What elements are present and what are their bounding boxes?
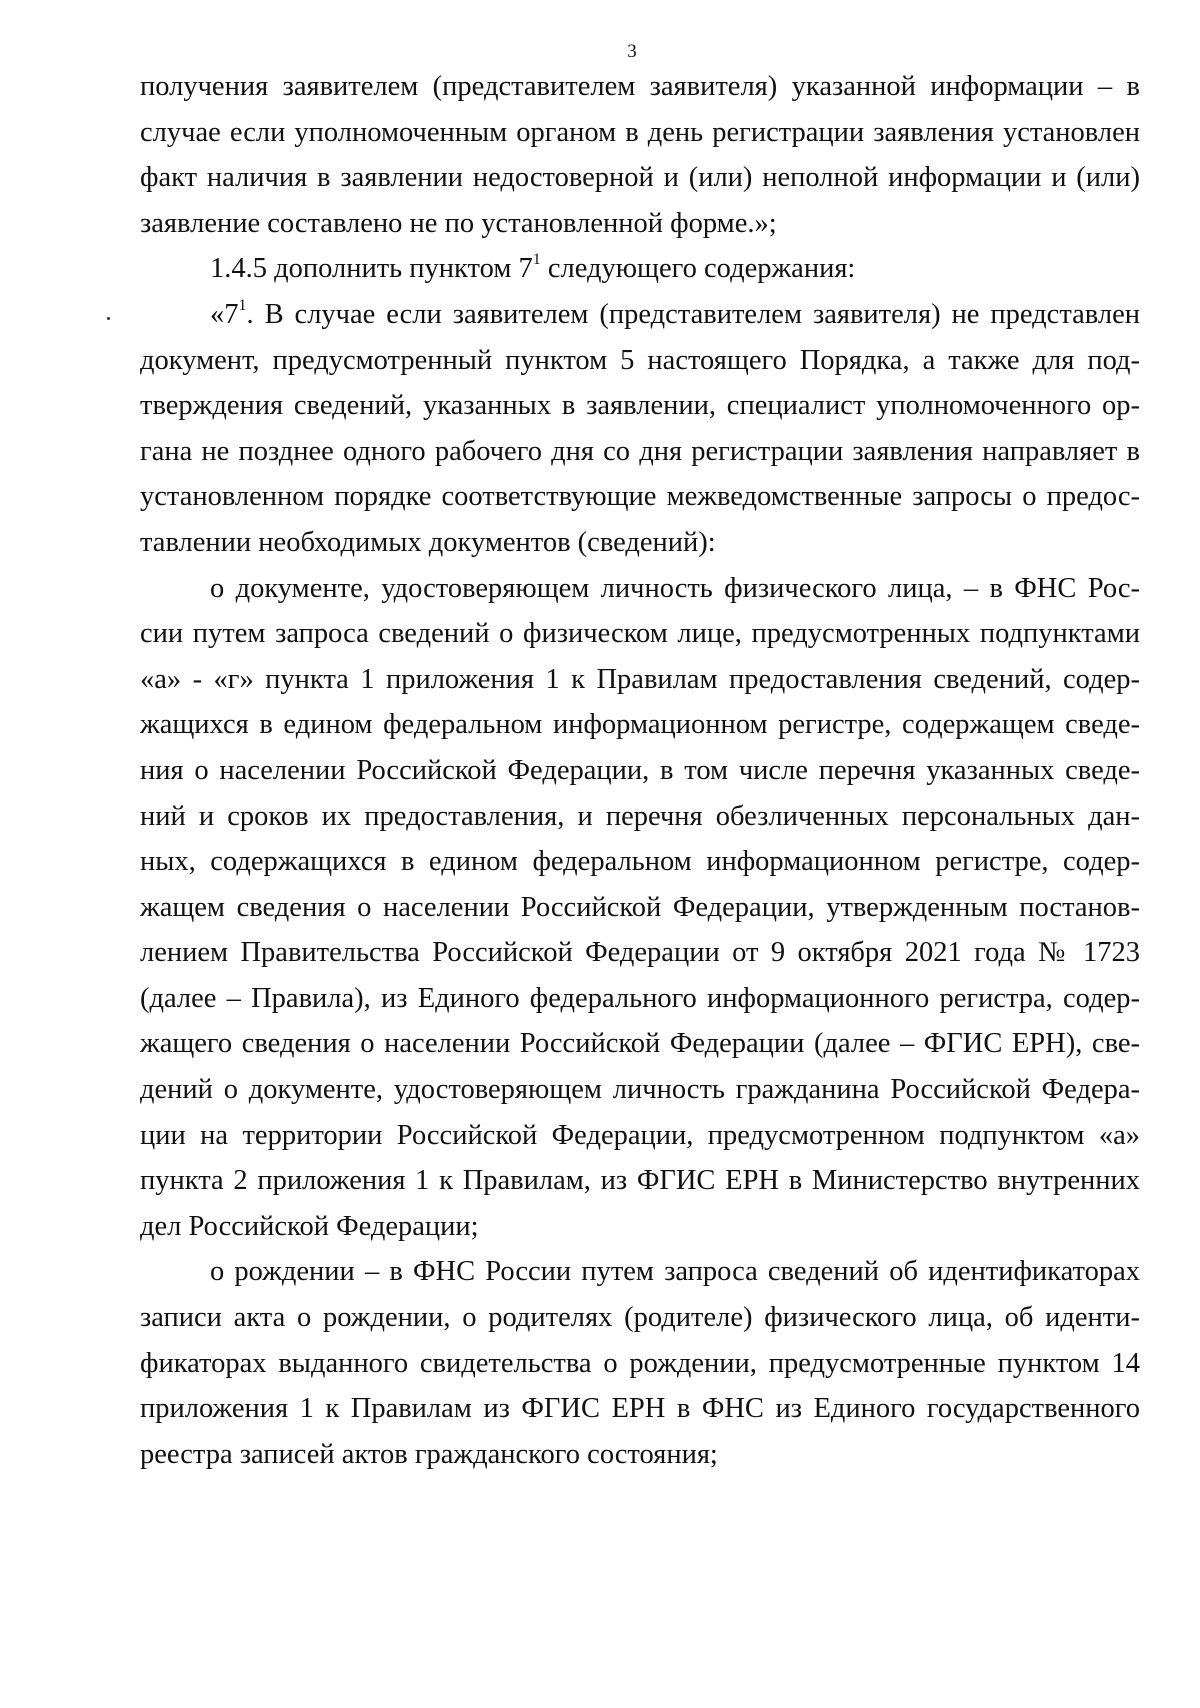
text-line: «а» - «г» пункта 1 приложения 1 к Правилам предоставления сведений, содер- bbox=[140, 663, 1140, 695]
text-line: тавлении необходимых документов (сведений): bbox=[140, 526, 716, 558]
text-line: ний и сроков их предоставления, и перечня обезличенных персональных дан- bbox=[140, 800, 1140, 832]
text-line-with-superscript bbox=[140, 246, 1140, 292]
text-line: жащего сведения о населении Российской Федерации (далее – ФГИС ЕРН), све- bbox=[140, 1028, 1140, 1060]
text-line: ных, содержащихся в едином федеральном информационном регистре, содер- bbox=[140, 846, 1140, 878]
text-line: факт наличия в заявлении недостоверной и (или) неполной информации и (или) bbox=[140, 162, 1140, 194]
document-body bbox=[140, 64, 1140, 1477]
text-line-with-superscript bbox=[140, 292, 1140, 338]
text-line: гана не позднее одного рабочего дня со дня регистрации заявления направляет в bbox=[140, 435, 1140, 467]
text-line: дений о документе, удостоверяющем личность гражданина Российской Федера- bbox=[140, 1074, 1140, 1106]
text-line: о рождении – в ФНС России путем запроса сведений об идентификаторах bbox=[210, 1256, 1140, 1288]
text-line: случае если уполномоченным органом в день регистрации заявления установлен bbox=[140, 116, 1140, 148]
text-line: записи акта о рождении, о родителях (родителе) физического лица, об иденти- bbox=[140, 1302, 1140, 1334]
text-line: фикаторах выданного свидетельства о рождении, предусмотренные пунктом 14 bbox=[140, 1347, 1140, 1379]
text-line: пункта 2 приложения 1 к Правилам, из ФГИС ЕРН в Министерство внутренних bbox=[140, 1165, 1140, 1197]
superscript: 1 bbox=[532, 251, 541, 269]
text-line: получения заявителем (представителем заявителя) указанной информации – в bbox=[140, 71, 1140, 102]
text-line: заявление составлено не по установленной форме.»; bbox=[140, 207, 777, 239]
text-line: документ, предусмотренный пунктом 5 настоящего Порядка, а также для под- bbox=[140, 344, 1140, 376]
text-line: жащем сведения о населении Российской Федерации, утвержденным постанов- bbox=[140, 891, 1140, 923]
superscript: 1 bbox=[238, 296, 247, 314]
text-line: (далее – Правила), из Единого федерального информационного регистра, содер- bbox=[140, 982, 1140, 1014]
line-text-after: . В случае если заявителем (представителем заявителя) не представлен bbox=[246, 298, 1140, 330]
line-text: 1.4.5 дополнить пунктом 7 bbox=[210, 253, 533, 285]
page-number: 3 bbox=[627, 41, 637, 62]
text-line: дел Российской Федерации; bbox=[140, 1210, 479, 1242]
line-text-after: следующего содержания: bbox=[540, 253, 856, 285]
text-line: ния о населении Российской Федерации, в том числе перечня указанных сведе- bbox=[140, 754, 1140, 786]
text-line: приложения 1 к Правилам из ФГИС ЕРН в ФНС из Единого государственного bbox=[140, 1393, 1140, 1425]
line-text: «7 bbox=[210, 298, 239, 330]
text-line: реестра записей актов гражданского состояния; bbox=[140, 1438, 718, 1470]
text-line: о документе, удостоверяющем личность физического лица, – в ФНС Рос- bbox=[210, 572, 1140, 604]
text-line: установленном порядке соответствующие межведомственные запросы о предос- bbox=[140, 481, 1140, 513]
text-line: сии путем запроса сведений о физическом лице, предусмотренных подпунктами bbox=[140, 618, 1140, 650]
text-line: ции на территории Российской Федерации, предусмотренном подпунктом «а» bbox=[140, 1119, 1140, 1151]
text-line: жащихся в едином федеральном информационном регистре, содержащем сведе- bbox=[140, 709, 1140, 741]
scan-speck bbox=[107, 317, 110, 320]
text-line: тверждения сведений, указанных в заявлении, специалист уполномоченного ор- bbox=[140, 390, 1140, 422]
text-line: лением Правительства Российской Федерации от 9 октября 2021 года № 1723 bbox=[140, 937, 1140, 969]
